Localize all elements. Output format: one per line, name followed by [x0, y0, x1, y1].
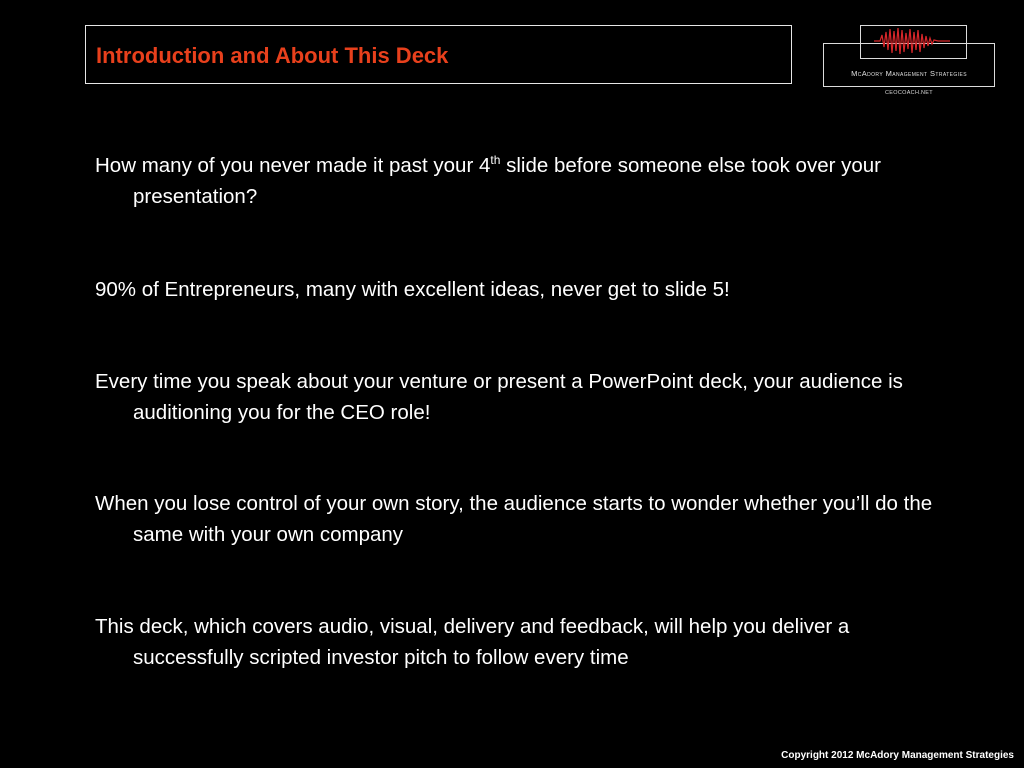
- bullet-item: [95, 611, 955, 673]
- bullet-text: When you lose control of your own story, the audience starts to wonder whether you’ll do the same with your own company: [95, 492, 933, 546]
- bullet-item: [95, 150, 955, 212]
- bullet-text: 90% of Entrepreneurs, many with excellent ideas, never get to slide 5!: [95, 278, 730, 301]
- bullet-text: How many of you never made it past your 4: [95, 154, 491, 177]
- bullet-item: [95, 488, 955, 550]
- bullet-item: [95, 366, 955, 428]
- slide-title-box: [85, 25, 792, 84]
- copyright-footer: Copyright 2012 McAdory Management Strategies: [781, 750, 1014, 761]
- bullet-text: slide before someone else took over your presentation?: [133, 154, 882, 208]
- logo-company-name: McAdory Management Strategies: [851, 69, 967, 78]
- bullet-superscript: th: [490, 153, 501, 168]
- slide-title: Introduction and About This Deck: [96, 43, 449, 68]
- company-logo: [822, 24, 998, 102]
- logo-website: CEOCOACH.NET: [885, 90, 933, 96]
- bullet-text: This deck, which covers audio, visual, delivery and feedback, will help you deliver a successfully scripted investor pitch to follow every time: [95, 615, 850, 669]
- bullet-text: Every time you speak about your venture or present a PowerPoint deck, your audience is auditioning you for the CEO role!: [95, 370, 903, 424]
- sound-wave-icon: [872, 26, 952, 56]
- bullet-item: [95, 274, 955, 305]
